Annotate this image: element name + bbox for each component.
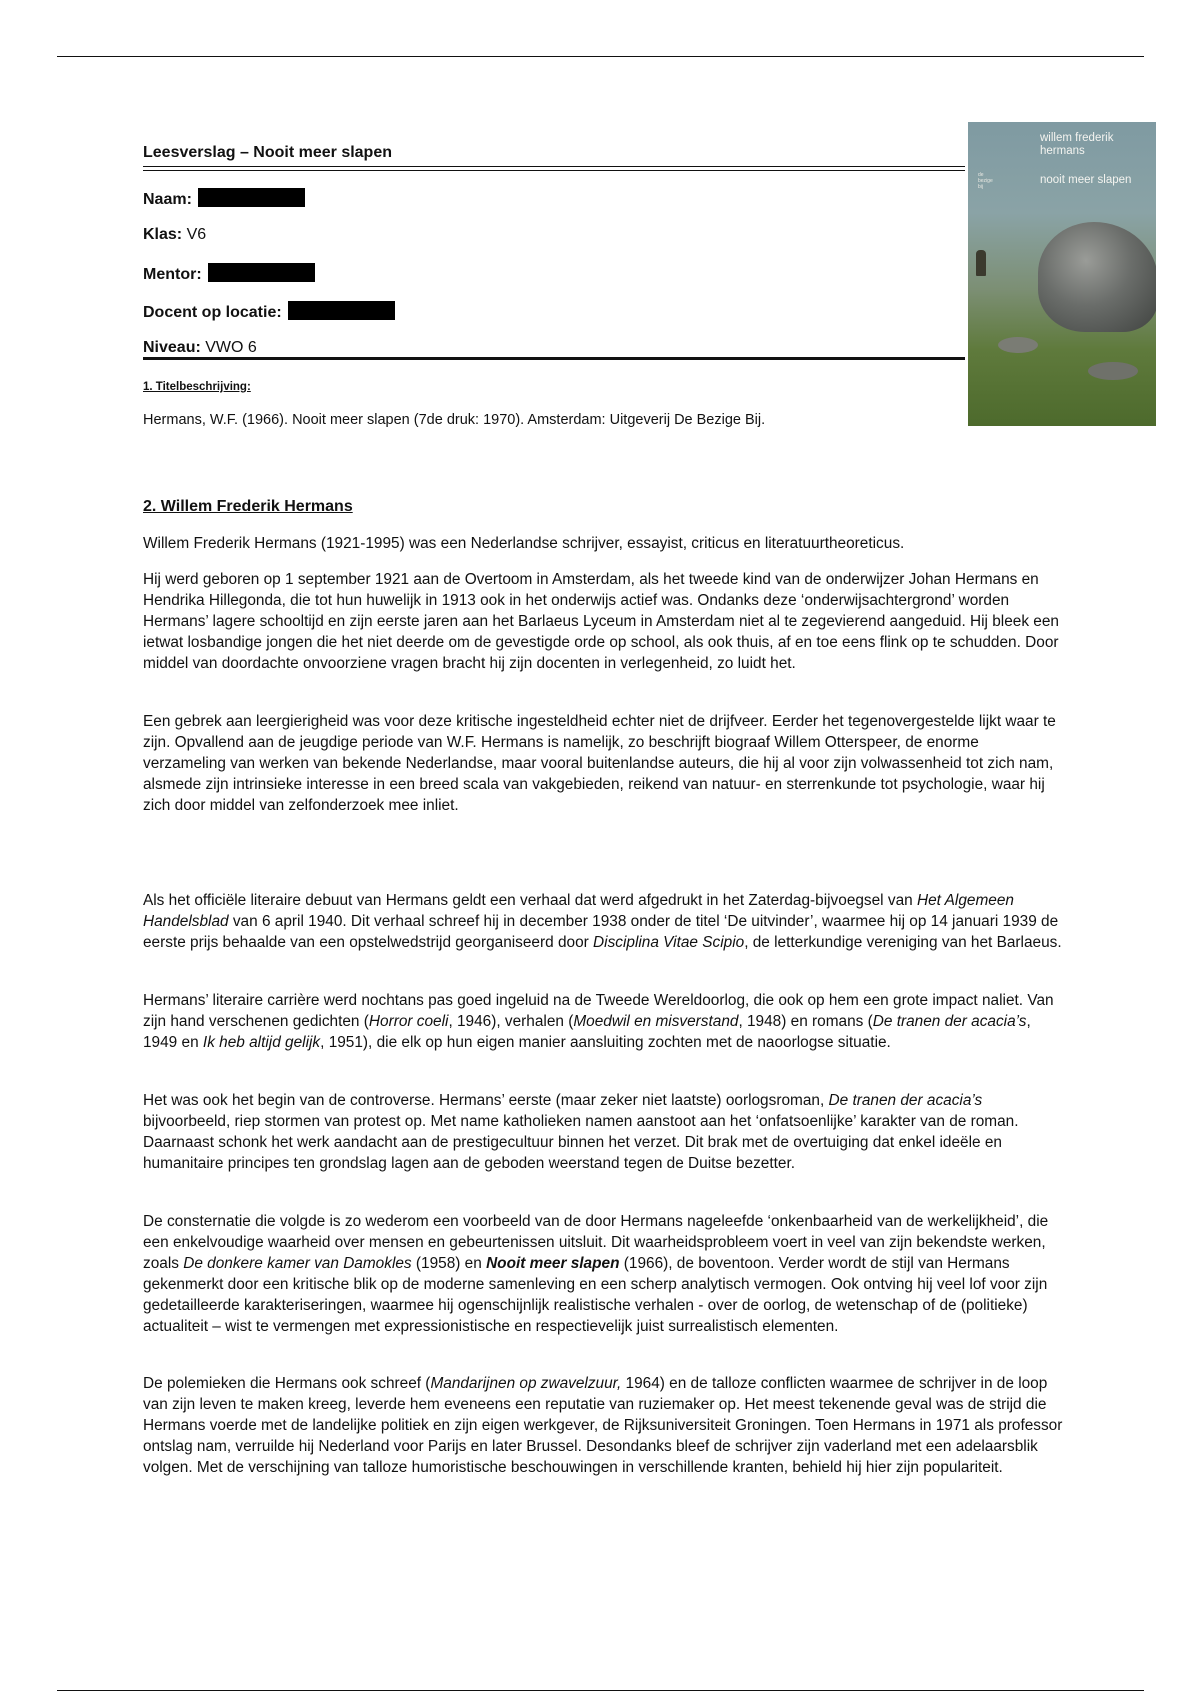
cover-rock bbox=[998, 337, 1038, 353]
italic-title: Mandarijnen op zwavelzuur, bbox=[430, 1375, 622, 1392]
italic-title: Ik heb altijd gelijk bbox=[202, 1034, 321, 1051]
paragraph-childhood: Hij werd geboren op 1 september 1921 aan de Overtoom in Amsterdam, als het tweede kind van de onderwijzer Johan Hermans en Hendrika Hillegonda, die tot hun huwelijk in 1913 ook in het onderwijs actief was. Ondanks deze ‘onderwijsachtergrond’ worden Hermans’ lagere schooltijd en zijn eerste jaren aan het Barlaeus Lyceum in Amsterdam niet al te zegevierend aangeduid. Hij bleek een ietwat losbandige jongen die het niet deerde om de gevestigde orde op school, als ook thuis, af en toe eens flink op te schudden. Door middel van doordachte onvoorziene vragen bracht hij zijn docenten in verlegenheid, zo luidt het. bbox=[143, 571, 1059, 672]
italic-title: De tranen der acacia’s bbox=[828, 1092, 983, 1109]
text-run: (1958) en bbox=[411, 1255, 487, 1272]
section1-heading: 1. Titelbeschrijving: bbox=[143, 381, 251, 393]
field-naam bbox=[143, 188, 305, 209]
field-klas bbox=[143, 226, 206, 244]
text-run: , 1946), verhalen ( bbox=[448, 1013, 574, 1030]
text-run: van 6 april 1940. Dit verhaal schreef hij in december 1938 onder de titel ‘De uitvinder’, waarmee hij op 14 januari 1939 de eerste prijs behaalde van een opstelwedstrijd georganiseerd door bbox=[143, 913, 1059, 951]
field-mentor bbox=[143, 263, 315, 284]
paragraph-controversy bbox=[143, 1090, 1063, 1174]
italic-title: De donkere kamer van Damokles bbox=[183, 1255, 412, 1272]
text-run: (1966), de boventoon. Verder wordt de stijl van Hermans gekenmerkt door een kritische blik op de moderne samenleving en een scherp analytisch vermogen. Ook ontving hij veel lof voor zijn gedetailleerde karakteriseringen, waarmee hij ogenschijnlijk realistische verhalen - over de oorlog, de wetenschap of de (politieke) actualiteit – wist te vermengen met expressionistische en respectievelijk juist surrealistisch elementen. bbox=[143, 1255, 1048, 1335]
title-description: Hermans, W.F. (1966). Nooit meer slapen (7de druk: 1970). Amsterdam: Uitgeverij De Bezige Bij. bbox=[143, 412, 766, 428]
redaction-bar bbox=[208, 263, 315, 282]
paragraph-polemics bbox=[143, 1373, 1063, 1478]
text-run: De polemieken die Hermans ook schreef ( bbox=[143, 1375, 431, 1392]
cover-author: willem frederik hermans bbox=[1040, 132, 1114, 157]
header-bottom-rule bbox=[143, 357, 965, 360]
italic-title: De tranen der acacia’s bbox=[872, 1013, 1027, 1030]
section2-heading: 2. Willem Frederik Hermans bbox=[143, 498, 353, 515]
italic-title: Disciplina Vitae Scipio bbox=[593, 934, 745, 951]
cover-rock bbox=[1088, 362, 1138, 380]
text-run: , de letterkundige vereniging van het Barlaeus. bbox=[744, 934, 1062, 951]
field-docent bbox=[143, 301, 395, 322]
top-rule bbox=[57, 56, 1144, 57]
italic-title: Het Algemeen Handelsblad bbox=[143, 892, 1014, 930]
cover-title: nooit meer slapen bbox=[1040, 174, 1132, 186]
italic-title: Horror coeli bbox=[368, 1013, 449, 1030]
niveau-label: Niveau: bbox=[143, 339, 201, 356]
bottom-rule bbox=[57, 1690, 1144, 1691]
klas-value: V6 bbox=[186, 226, 207, 243]
text-run: Hermans’ literaire carrière werd nochtans pas goed ingeluid na de Tweede Wereldoorlog, die ook op hem een grote impact naliet. Van zijn hand verschenen gedichten ( bbox=[143, 992, 1054, 1030]
cover-boulder bbox=[1038, 222, 1156, 332]
text-run: De consternatie die volgde is zo wederom een voorbeeld van de door Hermans nageleefde ‘onkenbaarheid van de werkelijkheid’, die een enkelvoudige waarheid over mensen en gebeurtenissen uitsluit. Dit waarheidsprobleem voert in veel van zijn bekendste werken, zoals bbox=[143, 1213, 1049, 1272]
text-run: , 1948) en romans ( bbox=[738, 1013, 873, 1030]
book-cover-image bbox=[968, 122, 1156, 426]
italic-title: Moedwil en misverstand bbox=[573, 1013, 739, 1030]
text-run: , 1949 en bbox=[143, 1013, 1031, 1051]
mentor-label: Mentor: bbox=[143, 266, 202, 283]
text-run: , 1951), die elk op hun eigen manier aansluiting zochten met de naoorlogse situatie. bbox=[320, 1034, 891, 1051]
docent-label: Docent op locatie: bbox=[143, 304, 282, 321]
report-title: Leesverslag – Nooit meer slapen bbox=[143, 144, 392, 161]
paragraph-curiosity: Een gebrek aan leergierigheid was voor deze kritische ingesteldheid echter niet de drijfveer. Eerder het tegenovergestelde lijkt waar te zijn. Opvallend aan de jeugdige periode van W.F. Hermans is namelijk, zo beschrijft biograaf Willem Otterspeer, de enorme verzameling van werken van bekende Nederlandse, maar vooral buitenlandse auteurs, die hij al voor zijn volwassenheid tot zich nam, alsmede zijn intrinsieke interesse in een breed scala van vakgebieden, reikend van natuur- en sterrenkunde tot psychologie, waar hij zich door middel van zelfonderzoek mee inliet. bbox=[143, 713, 1056, 814]
cover-publisher: de bezige bij bbox=[978, 172, 993, 190]
bold-italic-title: Nooit meer slapen bbox=[486, 1255, 620, 1272]
text-run: bijvoorbeeld, riep stormen van protest op. Met name katholieken namen aanstoot aan het ‘onfatsoenlijke’ karakter van de roman. Daarnaast schonk het werk aandacht aan de prestigecultuur binnen het verzet. Dit brak met de overtuiging dat enkel ideële en humanitaire principes ten grondslag lagen aan de geboden weerstand tegen de Duitse bezetter. bbox=[143, 1113, 1019, 1172]
cover-figure bbox=[976, 250, 986, 276]
paragraph-style bbox=[143, 1211, 1063, 1337]
naam-label: Naam: bbox=[143, 191, 192, 208]
paragraph-debut bbox=[143, 890, 1063, 953]
text-run: Als het officiële literaire debuut van Hermans geldt een verhaal dat werd afgedrukt in het Zaterdag-bijvoegsel van bbox=[143, 892, 917, 909]
paragraph-career bbox=[143, 990, 1063, 1053]
title-double-rule bbox=[143, 166, 965, 171]
redaction-bar bbox=[288, 301, 395, 320]
niveau-value: VWO 6 bbox=[205, 339, 257, 356]
klas-label: Klas: bbox=[143, 226, 183, 243]
field-niveau bbox=[143, 339, 257, 357]
text-run: Het was ook het begin van de controverse. Hermans’ eerste (maar zeker niet laatste) oorlogsroman, bbox=[143, 1092, 829, 1109]
paragraph-intro: Willem Frederik Hermans (1921-1995) was een Nederlandse schrijver, essayist, criticus en literatuurtheoreticus. bbox=[143, 535, 905, 552]
redaction-bar bbox=[198, 188, 305, 207]
text-run: 1964) en de talloze conflicten waarmee de schrijver in de loop van zijn leven te maken kreeg, leverde hem eveneens een reputatie van ruziemaker op. Het meest tekenende geval was de strijd die Hermans voerde met de landelijke politiek en zijn eigen werkgever, de Rijksuniversiteit Groningen. Toen Hermans in 1971 als professor ontslag nam, verruilde hij Nederland voor Parijs en later Brussel. Desondanks bleef de schrijver zijn vaderland met een adelaarsblik volgen. Met de verschijning van talloze humoristische beschouwingen in verschillende kranten, behield hij hier zijn populariteit. bbox=[143, 1375, 1063, 1476]
